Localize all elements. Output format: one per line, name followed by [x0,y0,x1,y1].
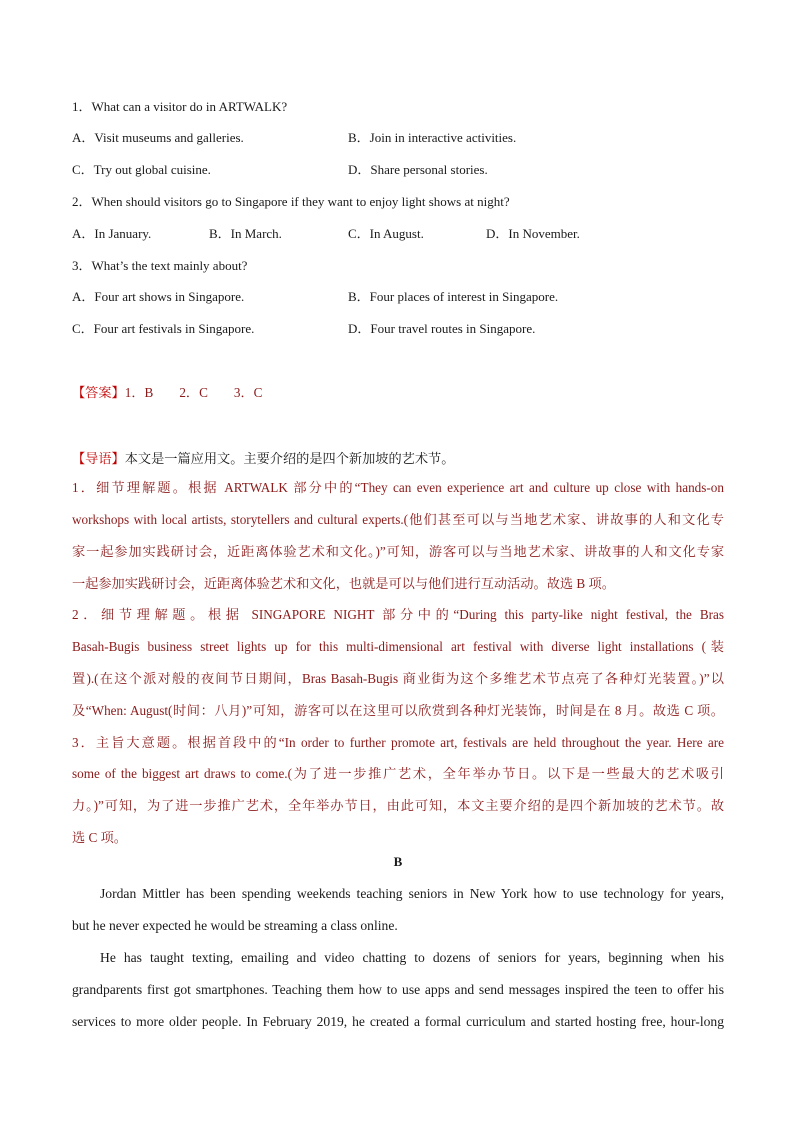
guide-line: 1．细节理解题。根据 ARTWALK 部分中的“They can even experience art and culture up close with hands-on [72,480,724,495]
question-3-option-b: B．Four places of interest in Singapore. [348,289,559,304]
passage-line: grandparents first got smartphones. Teaching them how to use apps and send messages inspired the teen to offer his [72,982,724,997]
question-3-option-a: A．Four art shows in Singapore. [72,289,245,304]
question-1-option-d: D．Share personal stories. [348,162,488,177]
answer-3: 3．C [233,385,263,400]
guide-line: 选 C 项。 [72,830,127,845]
guide-line: 家一起参加实践研讨会，近距离体验艺术和文化。)”可知，游客可以与当地艺术家、讲故事的人和文化专家 [72,544,724,559]
guide-line: workshops with local artists, storytellers and cultural experts.(他们甚至可以与当地艺术家、讲故事的人和文化专 [72,512,724,527]
question-3-stem: 3．What’s the text mainly about? [72,258,248,273]
question-2-stem: 2．When should visitors go to Singapore if they want to enjoy light shows at night? [72,194,510,209]
guide-line: 置).(在这个派对般的夜间节日期间，Bras Basah-Bugis 商业街为这个多维艺术节点亮了各种灯光装置。)”以 [72,671,724,686]
question-3-option-c: C．Four art festivals in Singapore. [72,321,255,336]
question-1-stem: 1．What can a visitor do in ARTWALK? [72,99,288,114]
question-2-option-a: A．In January. [72,226,152,241]
guide-line: Basah-Bugis business street lights up for this multi-dimensional art festival with diverse light installations (装 [72,639,724,654]
guide-line: 力。)”可知，为了进一步推广艺术，全年举办节日，由此可知，本文主要介绍的是四个新加坡的艺术节。故 [72,798,724,813]
answer-2: 2．C [179,385,208,400]
answer-1: 1．B [124,385,154,400]
guide-line: 一起参加实践研讨会，近距离体验艺术和文化，也就是可以与他们进行互动活动。故选 B 项。 [72,576,615,591]
guide-line: 2．细节理解题。根据 SINGAPORE NIGHT 部分中的“During this party-like night festival, the Bras [72,607,724,622]
guide-tag: 【导语】 [72,451,125,466]
answer-line [72,384,262,402]
passage-line: Jordan Mittler has been spending weekends teaching seniors in New York how to use technology for years, [100,886,724,901]
question-2-option-b: B．In March. [209,226,282,241]
passage-line: but he never expected he would be streaming a class online. [72,918,398,933]
guide-intro: 本文是一篇应用文。主要介绍的是四个新加坡的艺术节。 [124,451,455,466]
question-2-option-c: C．In August. [348,226,424,241]
guide-line: 3．主旨大意题。根据首段中的“In order to further promote art, festivals are held throughout the year. Here are [72,735,724,750]
question-1-option-a: A．Visit museums and galleries. [72,130,244,145]
question-1-option-c: C．Try out global cuisine. [72,162,211,177]
answer-tag: 【答案】 [72,385,125,400]
passage-line: He has taught texting, emailing and video chatting to dozens of seniors for years, beginning when his [100,950,724,965]
guide-intro-line [72,450,454,468]
guide-line: some of the biggest art draws to come.(为了进一步推广艺术，全年举办节日。以下是一些最大的艺术吸引 [72,766,724,781]
question-1-option-b: B．Join in interactive activities. [348,130,517,145]
passage-line: services to more older people. In February 2019, he created a formal curriculum and started hosting free, hour-long [72,1014,724,1029]
section-heading: B [393,854,403,869]
guide-line: 及“When: August(时间：八月)”可知，游客可以在这里可以欣赏到各种灯光装饰，时间是在 8 月。故选 C 项。 [72,703,724,718]
question-3-option-d: D．Four travel routes in Singapore. [348,321,536,336]
question-2-option-d: D．In November. [486,226,580,241]
